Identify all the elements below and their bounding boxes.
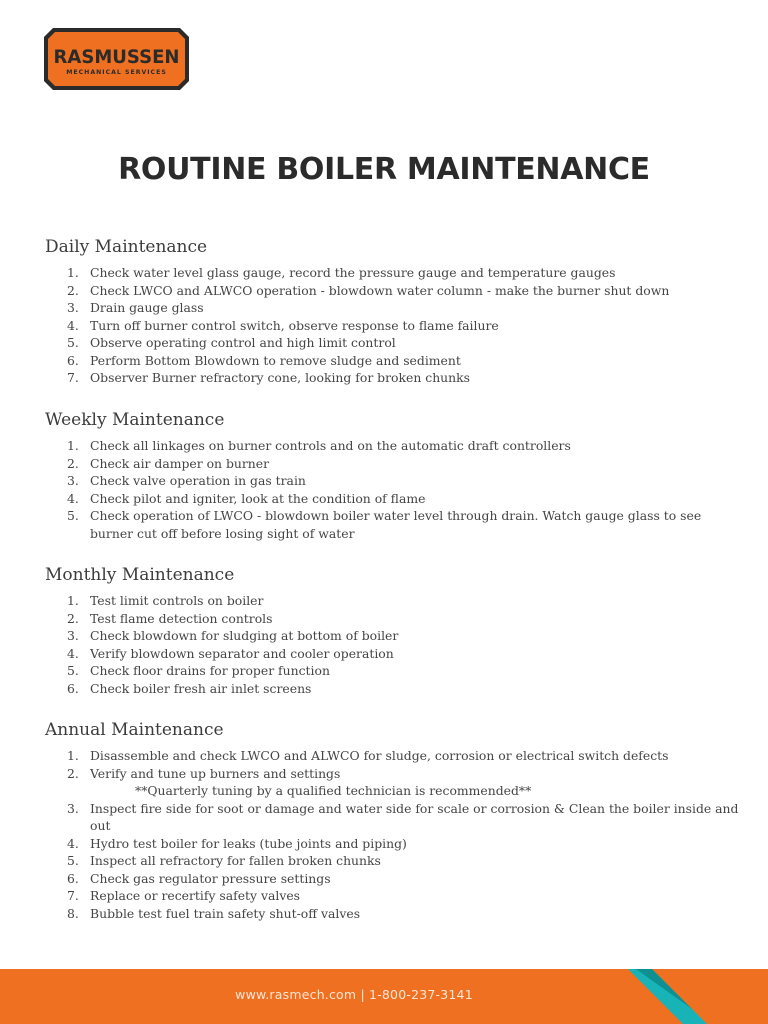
section-heading: Weekly Maintenance (45, 410, 225, 430)
list-item: 1. Check water level glass gauge, record the pressure gauge and temperature gauges (67, 265, 616, 280)
list-item: 5. Observe operating control and high limit control (67, 335, 396, 350)
list-item: 2. Check air damper on burner (67, 455, 270, 471)
list-item: 1. Test limit controls on boiler (67, 593, 264, 608)
list-item: 1. Check all linkages on burner controls and on the automatic draft controllers (67, 438, 571, 453)
daily-maintenance-section (45, 236, 745, 387)
list-item: 2. Test flame detection controls (67, 610, 273, 626)
annual-maintenance-section (45, 719, 745, 922)
list-item: 5. Inspect all refractory for fallen broken chunks (67, 853, 381, 868)
list-item: 8. Bubble test fuel train safety shut-off valves (67, 905, 361, 921)
list-item: 2. Check LWCO and ALWCO operation - blowdown water column - make the burner shut down (67, 282, 670, 298)
list-item: 4. Check pilot and igniter, look at the condition of flame (67, 490, 426, 506)
list-item: 4. Turn off burner control switch, observe response to flame failure (67, 317, 499, 333)
list-item: 7. Observer Burner refractory cone, looking for broken chunks (67, 370, 470, 385)
list-item: 2. Verify and tune up burners and settings (67, 765, 341, 781)
logo-subtitle: MECHANICAL SERVICES (66, 69, 167, 76)
list-item: 5. Check floor drains for proper function (67, 663, 330, 678)
list-item: 6. Check gas regulator pressure settings (67, 870, 331, 886)
list-item: 7. Replace or recertify safety valves (67, 888, 301, 903)
list-item: 3. Drain gauge glass (67, 300, 204, 315)
task-list (45, 747, 745, 922)
footer-bar (0, 969, 768, 1024)
list-item: 6. Perform Bottom Blowdown to remove sludge and sediment (67, 352, 461, 368)
task-list (45, 264, 745, 387)
list-item: 4. Hydro test boiler for leaks (tube joints and piping) (67, 835, 407, 851)
task-list (45, 592, 745, 697)
section-heading: Monthly Maintenance (45, 565, 235, 585)
section-heading: Daily Maintenance (45, 237, 208, 257)
weekly-maintenance-section (45, 409, 745, 542)
footer-contact[interactable]: www.rasmech.com | 1-800-237-3141 (235, 987, 473, 1002)
page-title: ROUTINE BOILER MAINTENANCE (118, 152, 650, 187)
rasmussen-logo (43, 27, 190, 91)
task-list (45, 437, 745, 542)
list-item: 1. Disassemble and check LWCO and ALWCO for sludge, corrosion or electrical switch defects (67, 748, 669, 763)
list-item: 4. Verify blowdown separator and cooler operation (67, 645, 394, 661)
list-item: 3. Inspect fire side for soot or damage and water side for scale or corrosion & Clean the boiler inside and out (67, 800, 739, 833)
monthly-maintenance-section (45, 564, 745, 697)
list-item: 6. Check boiler fresh air inlet screens (67, 680, 312, 696)
section-heading: Annual Maintenance (45, 720, 224, 740)
logo-name: RASMUSSEN (53, 46, 180, 68)
list-item: 3. Check blowdown for sludging at bottom of boiler (67, 628, 399, 643)
quarterly-tuning-note: **Quarterly tuning by a qualified technician is recommended** (135, 783, 532, 798)
list-item: 5. Check operation of LWCO - blowdown boiler water level through drain. Watch gauge glass to see burner cut off before losing sight of water (67, 508, 702, 541)
list-item: 3. Check valve operation in gas train (67, 473, 306, 488)
